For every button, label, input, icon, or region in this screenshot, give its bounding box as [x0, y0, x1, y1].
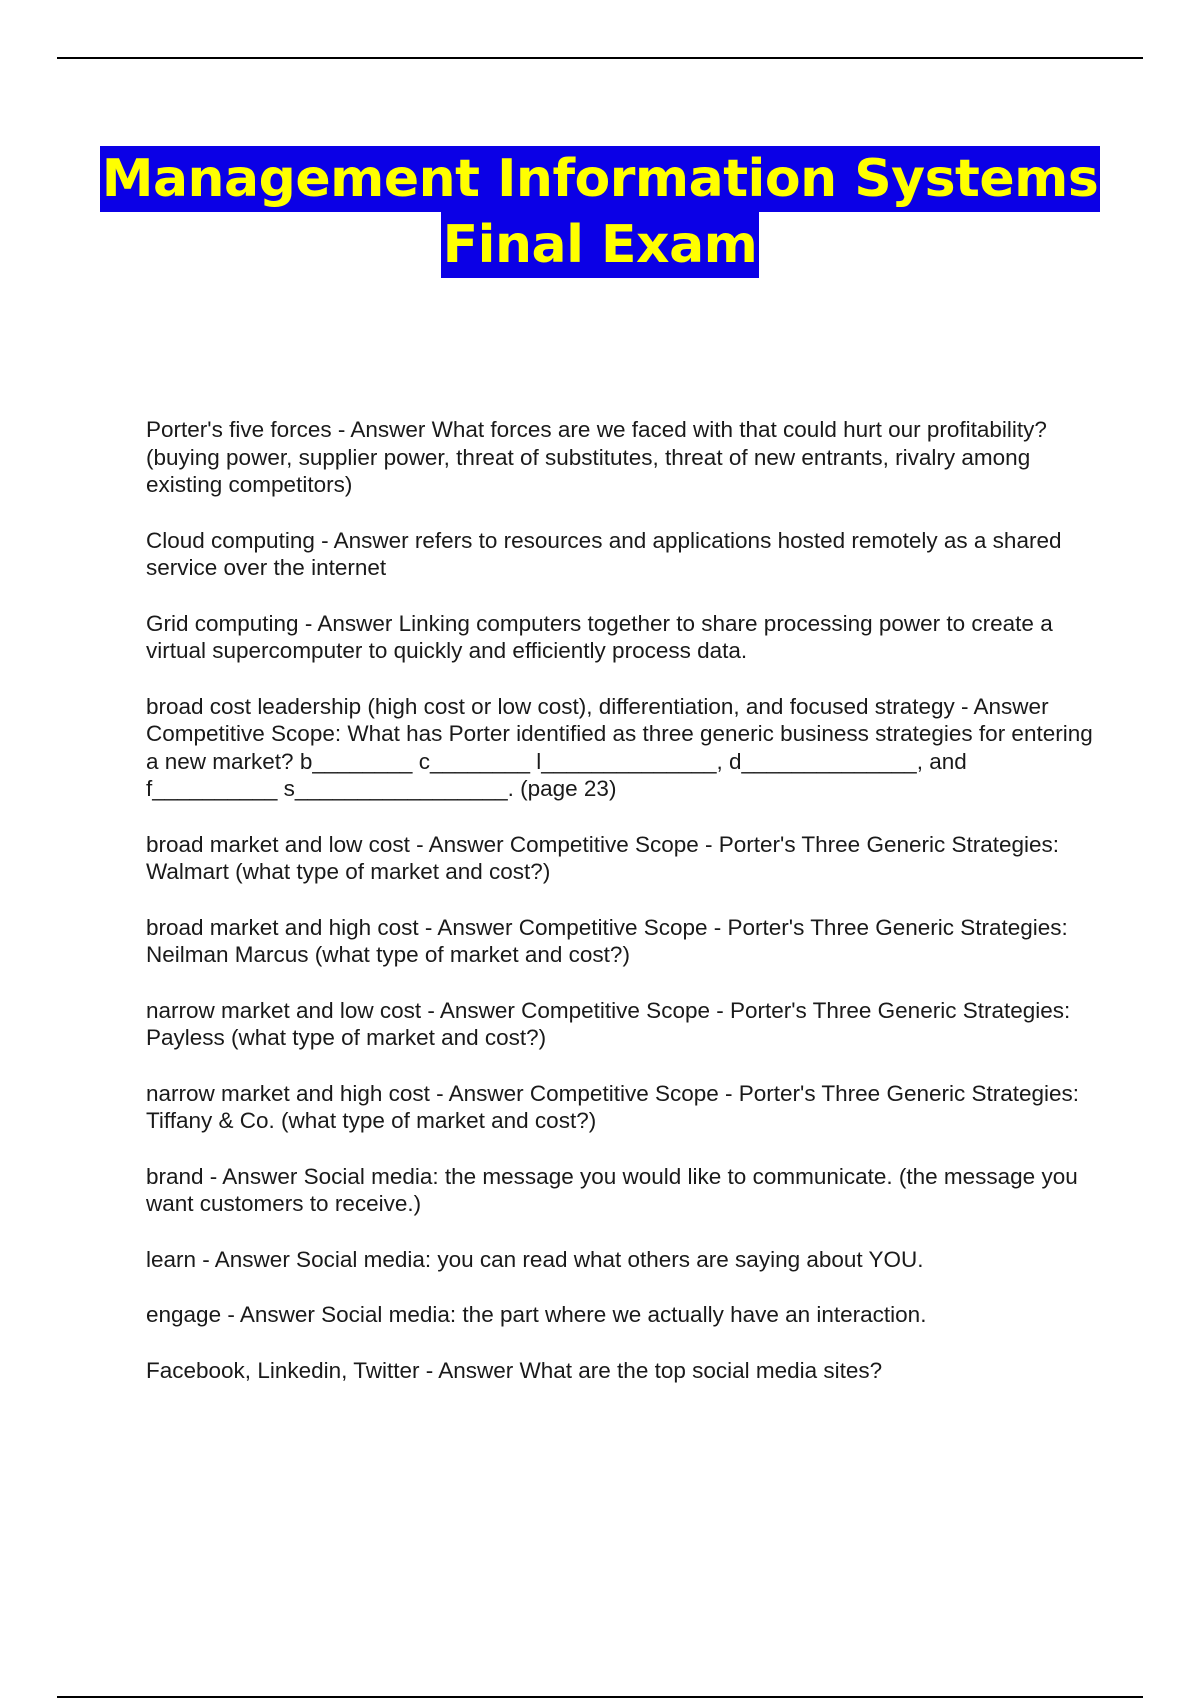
qa-entry-neilman-marcus: broad market and high cost - Answer Competitive Scope - Porter's Three Generic Strategies: Neilman Marcus (what type of market and cost?): [146, 914, 1068, 967]
qa-list: [146, 416, 1096, 1412]
qa-entry-grid-computing: Grid computing - Answer Linking computers together to share processing power to create a virtual supercomputer to quickly and efficiently process data.: [146, 610, 1053, 663]
document-title: [0, 146, 1200, 278]
title-line-2: Final Exam: [441, 212, 760, 278]
qa-entry-social-media-sites: Facebook, Linkedin, Twitter - Answer What are the top social media sites?: [146, 1357, 883, 1383]
qa-entry-payless: narrow market and low cost - Answer Competitive Scope - Porter's Three Generic Strategies: Payless (what type of market and cost?): [146, 997, 1071, 1050]
qa-entry-engage: engage - Answer Social media: the part where we actually have an interaction.: [146, 1302, 927, 1327]
qa-entry-porters-five-forces: Porter's five forces - Answer What forces are we faced with that could hurt our profitability? (buying power, supplier power, threat of substitutes, threat of new entrants, rivalry among existing competitors): [146, 417, 1047, 497]
qa-entry-learn: learn - Answer Social media: you can read what others are saying about YOU.: [146, 1246, 924, 1272]
qa-entry-walmart: broad market and low cost - Answer Competitive Scope - Porter's Three Generic Strategies: Walmart (what type of market and cost?): [146, 831, 1060, 884]
qa-entry-generic-strategies: broad cost leadership (high cost or low cost), differentiation, and focused strategy - Answer Competitive Scope: What has Porter identified as three generic business strategies for entering a new market? b________ c________ l______________, d______________, and f__________ s_________________. (page 23): [146, 693, 1093, 801]
title-line-1: Management Information Systems: [100, 146, 1101, 212]
qa-entry-cloud-computing: Cloud computing - Answer refers to resources and applications hosted remotely as a shared service over the internet: [146, 527, 1062, 580]
top-rule: [57, 57, 1143, 59]
bottom-rule: [57, 1696, 1143, 1698]
qa-entry-brand: brand - Answer Social media: the message you would like to communicate. (the message you want customers to receive.): [146, 1163, 1078, 1216]
qa-entry-tiffany: narrow market and high cost - Answer Competitive Scope - Porter's Three Generic Strategies: Tiffany & Co. (what type of market and cost?): [146, 1080, 1080, 1133]
